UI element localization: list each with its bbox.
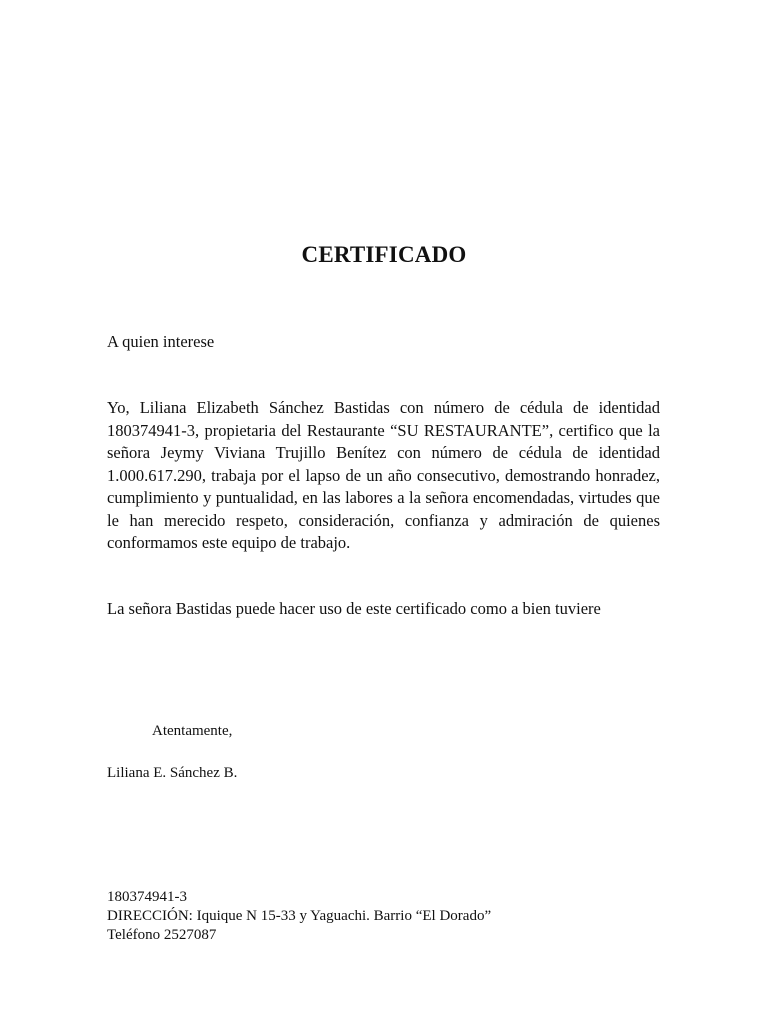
footer-address: DIRECCIÓN: Iquique N 15-33 y Yaguachi. Barrio “El Dorado”	[107, 908, 492, 924]
signer-name: Liliana E. Sánchez B.	[107, 765, 238, 781]
usage-paragraph: La señora Bastidas puede hacer uso de este certificado como a bien tuviere	[107, 599, 601, 618]
closing-text: Atentamente,	[152, 723, 233, 739]
footer-phone: Teléfono 2527087	[107, 927, 217, 943]
footer-id-number: 180374941-3	[107, 889, 187, 905]
document-title: CERTIFICADO	[301, 242, 467, 267]
salutation: A quien interese	[107, 332, 215, 351]
footer-contact	[107, 888, 491, 945]
certification-paragraph: Yo, Liliana Elizabeth Sánchez Bastidas con número de cédula de identidad 180374941-3, propietaria del Restaurante “SU RESTAURANTE”, certifico que la señora Jeymy Viviana Trujillo Benítez con número de cédula de identidad 1.000.617.290, trabaja por el lapso de un año consecutivo, demostrando honradez, cumplimiento y puntualidad, en las labores a la señora encomendadas, virtudes que le han merecido respeto, consideración, confianza y admiración de quienes conformamos este equipo de trabajo.	[107, 398, 660, 552]
